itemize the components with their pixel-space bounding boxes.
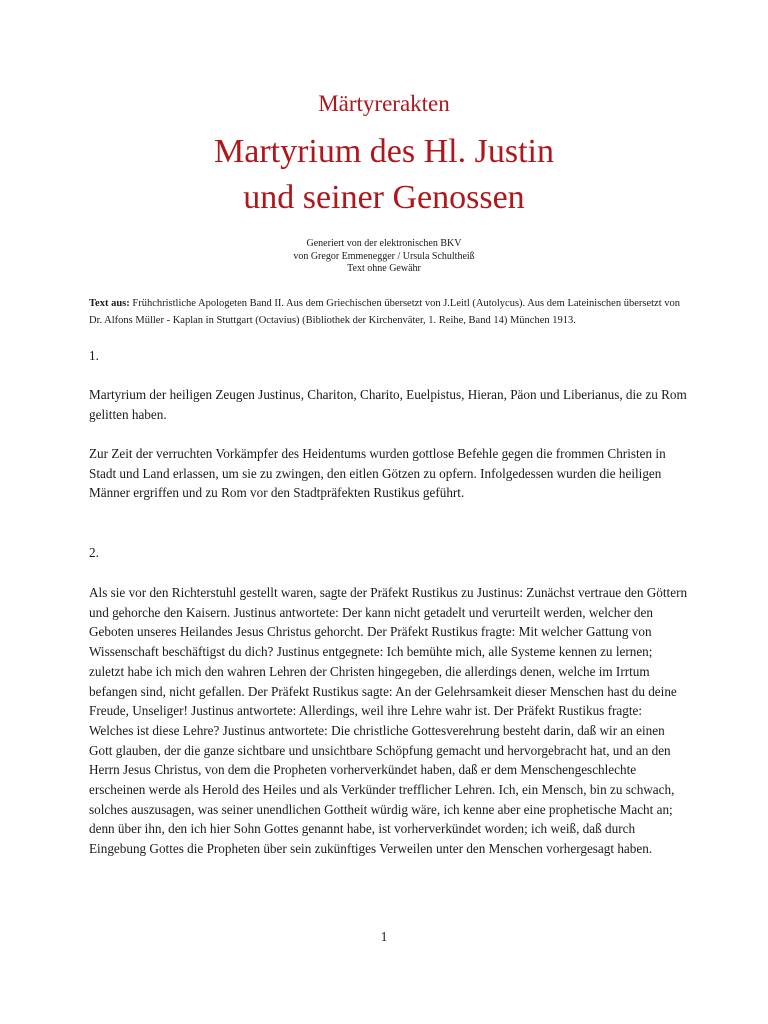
credits-block xyxy=(0,238,768,276)
page-number: 1 xyxy=(380,929,388,944)
section1-intro-paragraph: Martyrium der heiligen Zeugen Justinus, Chariton, Charito, Euelpistus, Hieran, Päon und Liberianus, die zu Rom gelitten haben. xyxy=(89,387,687,422)
section1-body-paragraph: Zur Zeit der verruchten Vorkämpfer des Heidentums wurden gottlose Befehle gegen die frommen Christen in Stadt und Land erlassen, um sie zu zwingen, den eitlen Götzen zu opfern. Infolgedessen wurden die heiligen Männer ergriffen und zu Rom vor den Stadtpräfekten Rustikus geführt. xyxy=(89,446,666,501)
section-number-1: 1. xyxy=(89,348,99,363)
document-title-line1: Martyrium des Hl. Justin xyxy=(214,133,554,170)
section2-body-paragraph: Als sie vor den Richterstuhl gestellt waren, sagte der Präfekt Rustikus zu Justinus: Zunächst vertraue den Göttern und gehorche den Kaisern. Justinus antwortete: Der kann nicht getadelt und verurteilt werden, welcher den Geboten unseres Heilandes Jesus Christus gehorcht. Der Präfekt Rustikus fragte: Mit welcher Gattung von Wissenschaft beschäftigst du dich? Justinus entgegnete: Ich bemühte mich, alle Systeme kennen zu lernen; zuletzt habe ich mich den wahren Lehren der Christen hingegeben, die allerdings denen, welche im Irrtum befangen sind, nicht gefallen. Der Präfekt Rustikus sagte: An der Gelehrsamkeit dieser Menschen hast du deine Freude, Unseliger! Justinus antwortete: Allerdings, weil ihre Lehre wahr ist. Der Präfekt Rustikus fragte: Welches ist diese Lehre? Justinus antwortete: Die christliche Gottesverehrung besteht darin, daß wir an einen Gott glauben, der die ganze sichtbare und unsichtbare Schöpfung gemacht und hervorgebracht hat, und an den Herrn Jesus Christus, von dem die Propheten vorherverkündet haben, daß er dem Menschengeschlechte erscheinen werde als Herold des Heiles und als Verkünder trefflicher Lehren. Ich, ein Mensch, bin zu schwach, solches auszusagen, was seiner unendlichen Gottheit würdig wäre, ich kenne aber eine prophetische Macht an; denn über ihn, den ich hier Sohn Gottes genannt habe, ist vorherverkündet worden; ich weiß, daß durch Eingebung Gottes die Propheten über sein zukünftiges Verweilen unter den Menschen vorhergesagt haben. xyxy=(89,585,688,857)
source-text: Frühchristliche Apologeten Band II. Aus dem Griechischen übersetzt von J.Leitl (Autolycus). Aus dem Lateinischen übersetzt von Dr. Alfons Müller - Kaplan in Stuttgart (Octavius) (Bibliothek der Kirchenväter, 1. Reihe, Band 14) München 1913. xyxy=(89,298,680,326)
section-number-2: 2. xyxy=(89,545,99,560)
document-supertitle: Märtyrerakten xyxy=(318,91,450,116)
source-note xyxy=(89,296,689,329)
credits-line-authors: von Gregor Emmenegger / Ursula Schultheiß xyxy=(293,250,475,262)
source-label: Text aus: xyxy=(89,298,130,309)
credits-line-generator: Generiert von der elektronischen BKV xyxy=(306,238,462,249)
document-title-line2: und seiner Genossen xyxy=(243,179,525,216)
credits-line-disclaimer: Text ohne Gewähr xyxy=(347,263,421,274)
